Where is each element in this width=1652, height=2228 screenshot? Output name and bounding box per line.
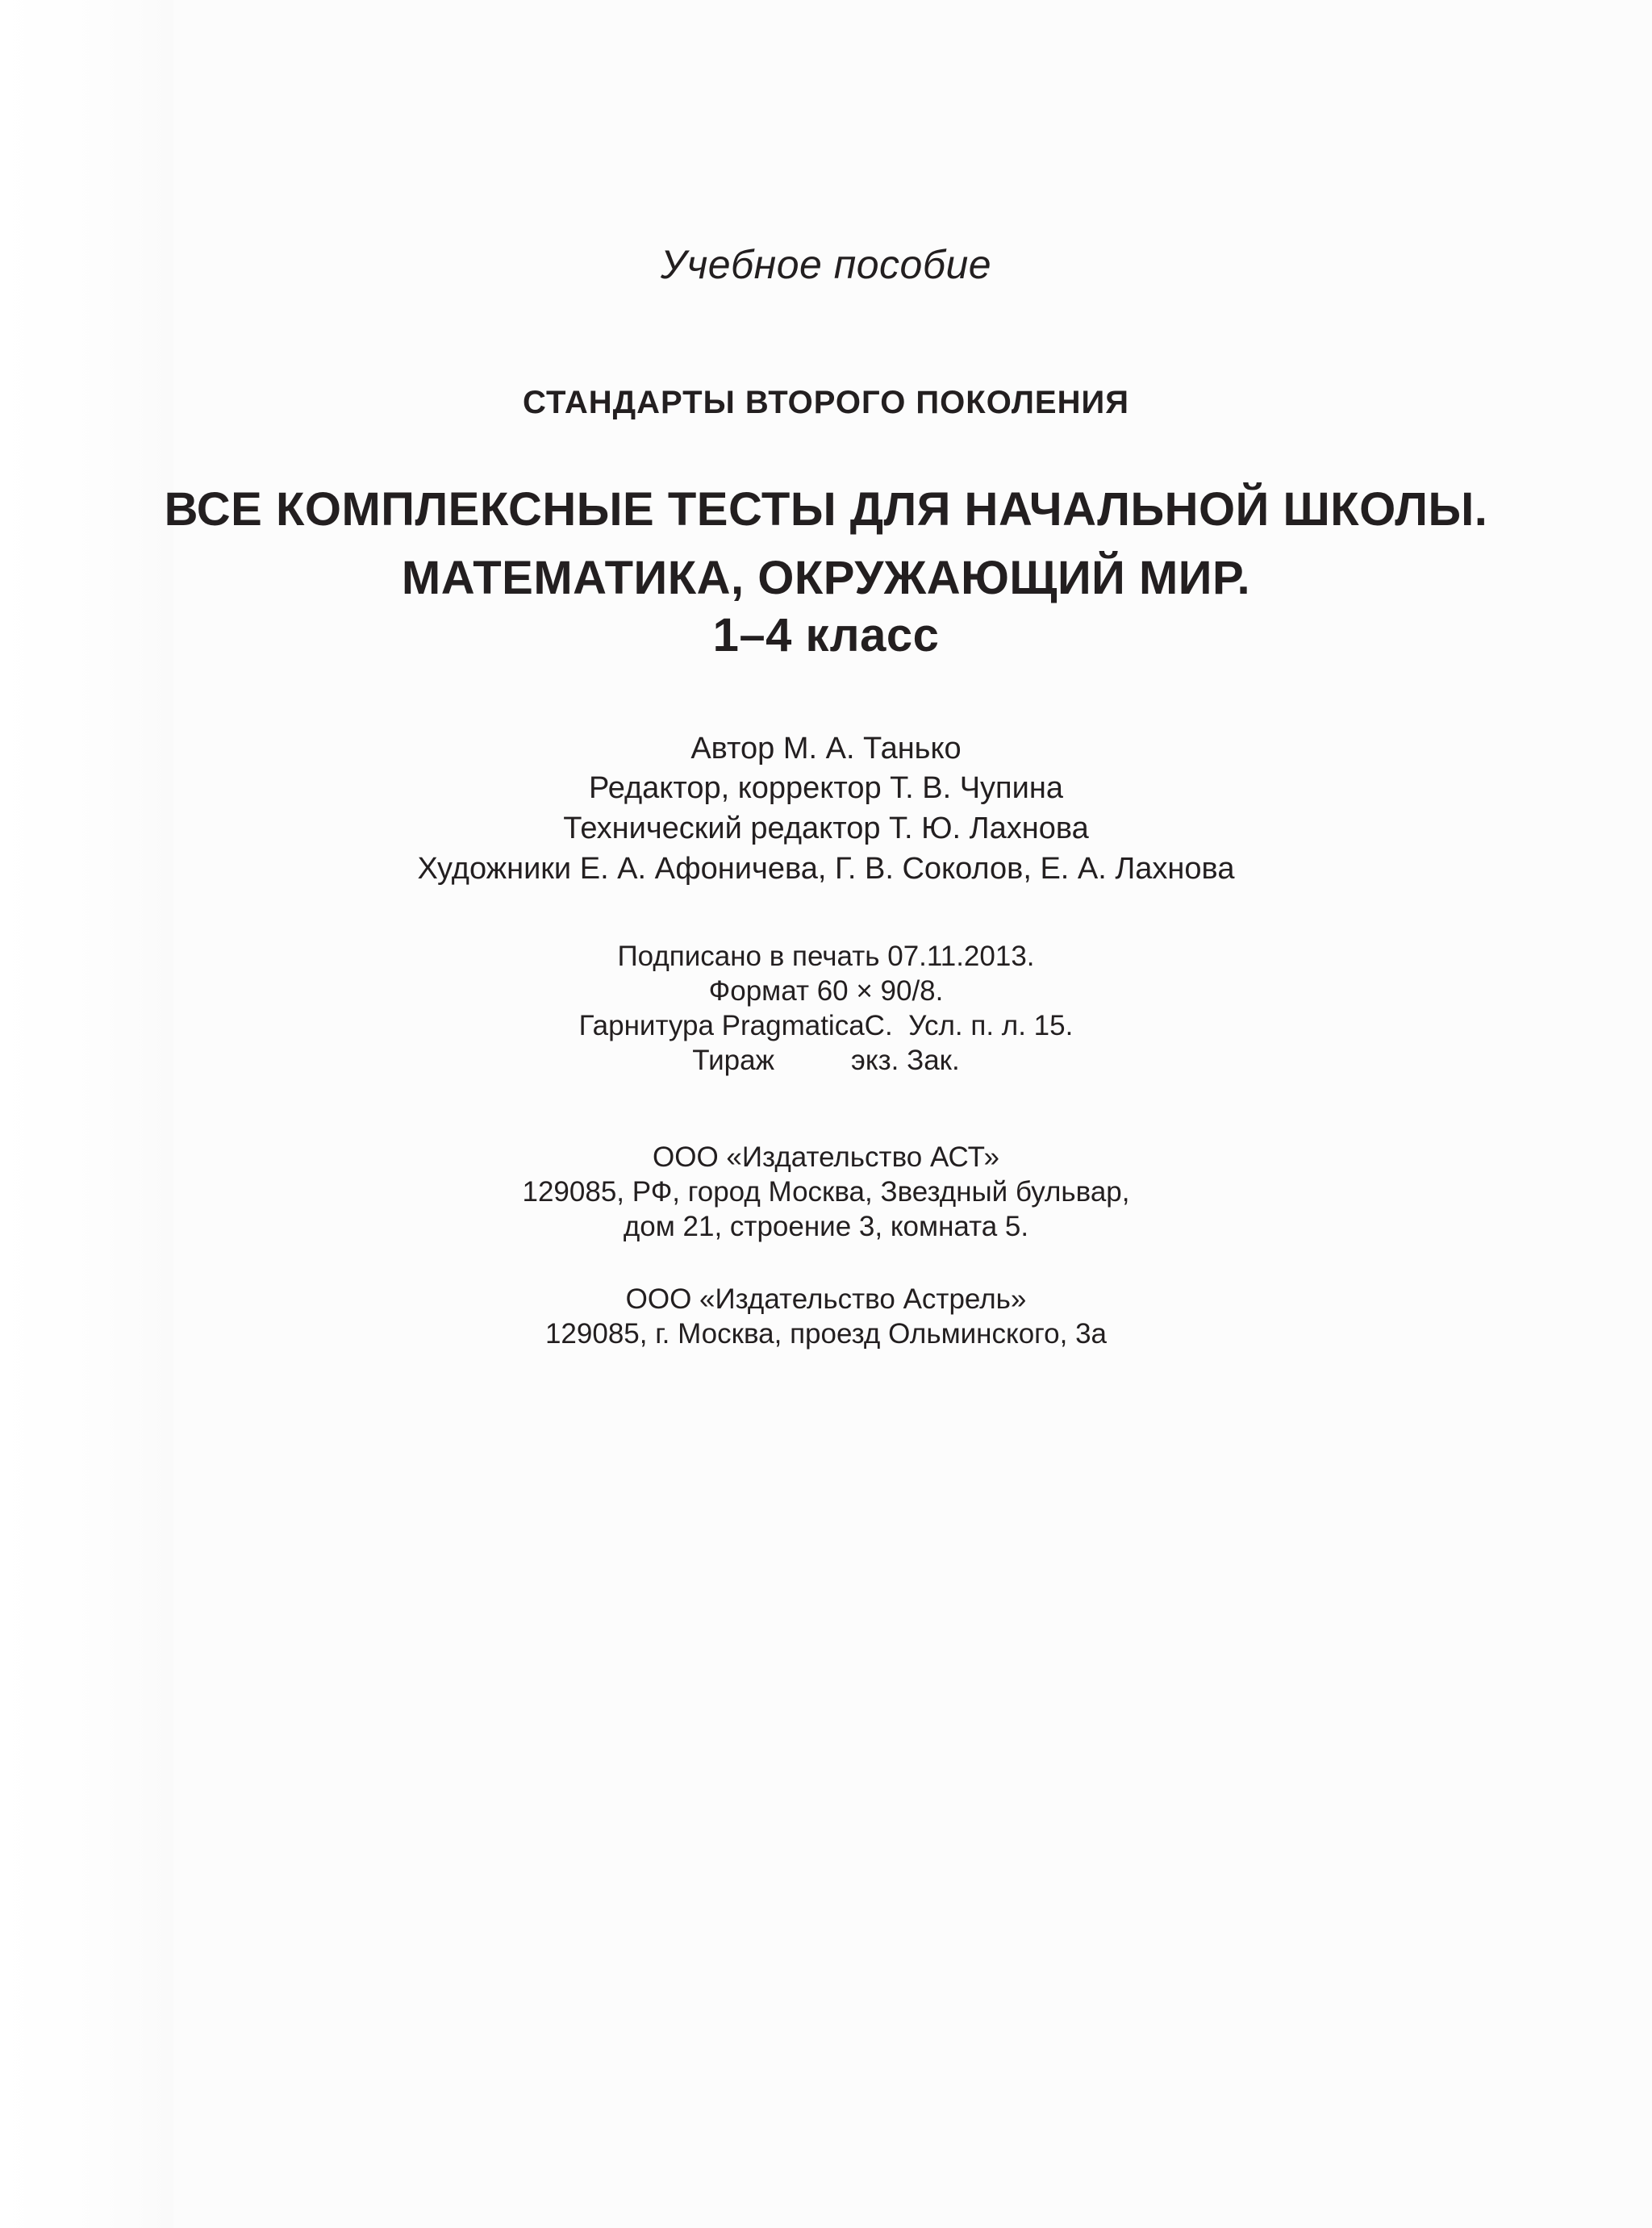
publisher-2-name: ООО «Издательство Астрель» xyxy=(625,1283,1027,1315)
typeface-and-sheets: Гарнитура PragmaticaC. Усл. п. л. 15. xyxy=(578,1010,1074,1041)
print-run-line xyxy=(0,1042,1652,1079)
book-grade-range: 1–4 класс xyxy=(712,609,940,661)
paper-format: Формат 60 × 90/8. xyxy=(708,975,944,1007)
book-title-line-1: ВСЕ КОМПЛЕКСНЫЕ ТЕСТЫ ДЛЯ НАЧАЛЬНОЙ ШКОЛЫ. xyxy=(164,483,1488,536)
page-left-margin xyxy=(0,0,173,2228)
signed-to-print-date: Подписано в печать 07.11.2013. xyxy=(617,941,1035,972)
publisher-2-address-line-1: 129085, г. Москва, проезд Ольминского, 3а xyxy=(544,1318,1108,1350)
artists-credit: Художники Е. А. Афоничева, Г. В. Соколов, Е. А. Лахнова xyxy=(417,852,1235,886)
series-title: СТАНДАРТЫ ВТОРОГО ПОКОЛЕНИЯ xyxy=(523,385,1129,420)
book-title-line-2: МАТЕМАТИКА, ОКРУЖАЮЩИЙ МИР. xyxy=(401,552,1251,604)
author-credit: Автор М. А. Танько xyxy=(690,732,962,766)
editor-credit: Редактор, корректор Т. В. Чупина xyxy=(589,771,1063,805)
print-run-rest: экз. Зак. xyxy=(851,1045,960,1076)
book-type-label: Учебное пособие xyxy=(660,242,992,287)
page-body-background xyxy=(173,0,1652,2228)
print-run-label: Тираж xyxy=(692,1045,775,1076)
publisher-1-name: ООО «Издательство АСТ» xyxy=(653,1141,999,1173)
publisher-1-address-line-2: дом 21, строение 3, комната 5. xyxy=(623,1211,1029,1242)
publisher-1-address-line-1: 129085, РФ, город Москва, Звездный бульвар, xyxy=(522,1176,1130,1208)
technical-editor-credit: Технический редактор Т. Ю. Лахнова xyxy=(563,812,1089,845)
